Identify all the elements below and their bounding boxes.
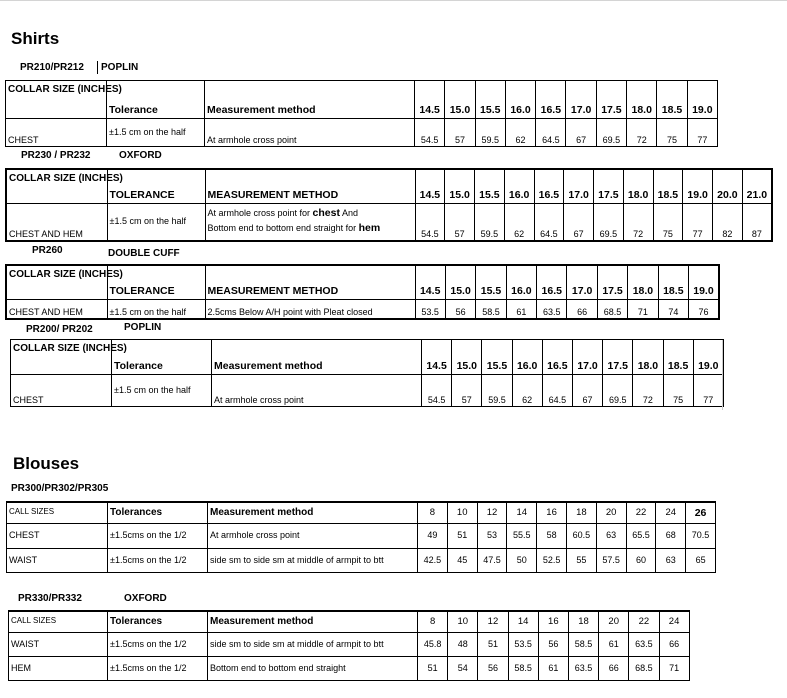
size-header: 18.5 (658, 265, 688, 299)
size-header: 20 (599, 611, 629, 632)
row-tolerance: ±1.5 cm on the half (107, 119, 205, 147)
size-header: 15.0 (445, 81, 475, 119)
row-label: HEM (9, 656, 108, 680)
size-header: 19.0 (687, 81, 717, 119)
size-header: 22 (629, 611, 659, 632)
size-header: 16.0 (512, 340, 542, 375)
row-value: 66 (659, 632, 689, 656)
size-header: 20.0 (713, 169, 743, 203)
row-value: 76 (689, 299, 719, 319)
row-value: 47.5 (477, 548, 507, 572)
row-value: 67 (566, 119, 596, 147)
row-value: 54.5 (415, 119, 445, 147)
size-header: 12 (477, 502, 507, 523)
size-header: 15.0 (452, 340, 482, 375)
row-value: 62 (512, 375, 542, 407)
size-header: 16.0 (506, 265, 536, 299)
size-table-pr260 (5, 264, 720, 320)
row-value: 75 (653, 203, 683, 241)
row-value: 52.5 (537, 548, 567, 572)
tolerance-header: TOLERANCE (107, 265, 205, 299)
row-value: 70.5 (686, 523, 716, 548)
size-header: 17.0 (564, 169, 594, 203)
size-header: 15.0 (445, 265, 475, 299)
collar-size-header: COLLAR SIZE (INCHES) (6, 265, 107, 299)
row-tolerance: ±1.5cms on the 1/2 (108, 523, 208, 548)
row-value: 64.5 (542, 375, 572, 407)
row-method: At armhole cross point (212, 375, 422, 407)
size-header: 19.0 (689, 265, 719, 299)
size-header: 16.0 (505, 81, 535, 119)
size-table-pr200 (10, 339, 724, 407)
row-value: 61 (599, 632, 629, 656)
collar-size-header: COLLAR SIZE (INCHES) (6, 169, 107, 203)
table-code: PR230 / PR232 (21, 150, 91, 161)
size-header: 14 (508, 611, 538, 632)
size-header: 8 (418, 502, 448, 523)
row-value: 82 (713, 203, 743, 241)
row-value: 67 (572, 375, 602, 407)
row-value: 63.5 (568, 656, 598, 680)
size-header: 17.5 (597, 265, 627, 299)
table-header-row (7, 502, 716, 523)
row-value: 74 (658, 299, 688, 319)
row-value: 54.5 (422, 375, 452, 407)
size-table-pr230 (5, 168, 773, 242)
method-header: Measurement method (208, 502, 418, 523)
row-tolerance: ±1.5cms on the 1/2 (108, 656, 208, 680)
row-value: 51 (478, 632, 508, 656)
row-value: 42.5 (418, 548, 448, 572)
size-header: 14.5 (415, 81, 445, 119)
row-value: 57 (452, 375, 482, 407)
row-value: 60 (626, 548, 656, 572)
method-header: Measurement method (212, 340, 422, 375)
size-header: 16.0 (504, 169, 534, 203)
size-header: 18 (566, 502, 596, 523)
row-method: At armhole cross point for chest And Bottom end to bottom end straight for hem (205, 203, 415, 241)
row-value: 57 (445, 203, 475, 241)
table-code: PR300/PR302/PR305 (11, 483, 109, 494)
row-value: 55.5 (507, 523, 537, 548)
blouses-heading: Blouses (13, 454, 80, 473)
tolerance-header: Tolerances (108, 502, 208, 523)
size-header: 17.5 (596, 81, 626, 119)
row-tolerance: ±1.5 cm on the half (107, 203, 205, 241)
size-header: 17.0 (572, 340, 602, 375)
row-value: 71 (659, 656, 689, 680)
fabric-label: POPLIN (101, 62, 139, 73)
row-value: 57.5 (596, 548, 626, 572)
size-header: 24 (659, 611, 689, 632)
size-header: 22 (626, 502, 656, 523)
call-sizes-header: CALL SIZES (9, 611, 108, 632)
row-value: 58.5 (476, 299, 506, 319)
size-header: 10 (447, 502, 477, 523)
size-header: 18.0 (623, 169, 653, 203)
row-value: 53 (477, 523, 507, 548)
row-value: 62 (504, 203, 534, 241)
shirts-heading: Shirts (11, 29, 60, 48)
top-rule (0, 0, 787, 1)
size-header: 14.5 (415, 265, 445, 299)
size-header: 14.5 (422, 340, 452, 375)
row-method: At armhole cross point (208, 523, 418, 548)
row-label: CHEST (6, 119, 107, 147)
row-value: 69.5 (596, 119, 626, 147)
row-value: 87 (742, 203, 772, 241)
row-value: 60.5 (566, 523, 596, 548)
size-table-pr300 (6, 501, 716, 573)
row-value: 68.5 (629, 656, 659, 680)
row-value: 58 (537, 523, 567, 548)
fabric-label: OXFORD (124, 593, 167, 604)
table-header-row (11, 340, 724, 375)
method-header: Measurement method (208, 611, 418, 632)
row-value: 54 (448, 656, 478, 680)
method-header: MEASUREMENT METHOD (205, 265, 415, 299)
fabric-label: DOUBLE CUFF (108, 248, 180, 259)
call-sizes-header: CALL SIZES (7, 502, 108, 523)
row-value: 50 (507, 548, 537, 572)
row-value: 69.5 (603, 375, 633, 407)
table-row (9, 656, 690, 680)
size-header: 20 (596, 502, 626, 523)
row-value: 69.5 (594, 203, 624, 241)
row-label: CHEST AND HEM (6, 203, 107, 241)
row-value: 63.5 (629, 632, 659, 656)
size-header: 19.0 (683, 169, 713, 203)
row-value: 63 (596, 523, 626, 548)
row-tolerance: ±1.5cms on the 1/2 (108, 632, 208, 656)
table-shadow-edge (722, 340, 723, 410)
size-header: 15.5 (482, 340, 512, 375)
size-header: 18.5 (657, 81, 687, 119)
row-label: WAIST (7, 548, 108, 572)
row-method: side sm to side sm at middle of armpit to btt (208, 548, 418, 572)
table-row (7, 548, 716, 572)
row-value: 65 (686, 548, 716, 572)
collar-size-header: COLLAR SIZE (INCHES) (11, 340, 112, 375)
row-value: 65.5 (626, 523, 656, 548)
size-header: 15.5 (476, 265, 506, 299)
size-header: 18.0 (627, 81, 657, 119)
row-value: 51 (418, 656, 448, 680)
table-row (6, 119, 718, 147)
row-value: 71 (628, 299, 658, 319)
fabric-label: OXFORD (119, 150, 162, 161)
row-value: 45 (447, 548, 477, 572)
row-value: 57 (445, 119, 475, 147)
tolerance-header: Tolerance (112, 340, 212, 375)
label-divider (97, 61, 98, 74)
row-value: 72 (627, 119, 657, 147)
table-code: PR200/ PR202 (26, 324, 93, 335)
row-label: CHEST (11, 375, 112, 407)
row-value: 56 (445, 299, 475, 319)
size-header: 16.5 (537, 265, 567, 299)
size-header: 16.5 (542, 340, 572, 375)
collar-size-header: COLLAR SIZE (INCHES) (6, 81, 107, 119)
row-label: CHEST AND HEM (6, 299, 107, 319)
row-value: 45.8 (418, 632, 448, 656)
size-header: 21.0 (742, 169, 772, 203)
table-row (9, 632, 690, 656)
row-label: WAIST (9, 632, 108, 656)
row-value: 75 (663, 375, 693, 407)
table-header-row (6, 265, 719, 299)
row-tolerance: ±1.5 cm on the half (107, 299, 205, 319)
row-value: 58.5 (508, 656, 538, 680)
size-header: 16 (537, 502, 567, 523)
row-value: 59.5 (475, 119, 505, 147)
size-header: 8 (418, 611, 448, 632)
row-value: 61 (538, 656, 568, 680)
row-value: 59.5 (482, 375, 512, 407)
table-row (6, 203, 772, 241)
row-value: 51 (447, 523, 477, 548)
row-value: 61 (506, 299, 536, 319)
size-header: 16.5 (536, 81, 566, 119)
table-row (7, 523, 716, 548)
tolerance-header: Tolerance (107, 81, 205, 119)
tolerance-header: TOLERANCE (107, 169, 205, 203)
row-value: 53.5 (508, 632, 538, 656)
row-value: 72 (623, 203, 653, 241)
table-header-row (9, 611, 690, 632)
size-header: 17.5 (594, 169, 624, 203)
row-value: 48 (448, 632, 478, 656)
row-value: 75 (657, 119, 687, 147)
fabric-label: POPLIN (124, 322, 162, 333)
size-header: 14 (507, 502, 537, 523)
size-header: 19.0 (693, 340, 723, 375)
table-row (11, 375, 724, 407)
size-header: 15.5 (475, 169, 505, 203)
table-code: PR330/PR332 (18, 593, 82, 604)
row-value: 66 (567, 299, 597, 319)
row-value: 49 (418, 523, 448, 548)
row-label: CHEST (7, 523, 108, 548)
row-value: 77 (693, 375, 723, 407)
method-header: MEASUREMENT METHOD (205, 169, 415, 203)
size-header: 18 (568, 611, 598, 632)
size-header: 17.0 (566, 81, 596, 119)
row-value: 58.5 (568, 632, 598, 656)
row-tolerance: ±1.5 cm on the half (112, 375, 212, 407)
row-value: 63 (656, 548, 686, 572)
table-code: PR260 (32, 245, 63, 256)
size-header: 15.0 (445, 169, 475, 203)
row-value: 59.5 (475, 203, 505, 241)
row-value: 63.5 (537, 299, 567, 319)
row-method: Bottom end to bottom end straight (208, 656, 418, 680)
size-header: 14.5 (415, 169, 445, 203)
row-value: 56 (478, 656, 508, 680)
row-value: 56 (538, 632, 568, 656)
row-value: 67 (564, 203, 594, 241)
size-header: 24 (656, 502, 686, 523)
size-header: 18.5 (663, 340, 693, 375)
row-value: 66 (599, 656, 629, 680)
row-method: 2.5cms Below A/H point with Pleat closed (205, 299, 415, 319)
row-tolerance: ±1.5cms on the 1/2 (108, 548, 208, 572)
row-method: At armhole cross point (205, 119, 415, 147)
row-value: 54.5 (415, 203, 445, 241)
table-row (6, 299, 719, 319)
row-value: 64.5 (534, 203, 564, 241)
size-header: 15.5 (475, 81, 505, 119)
size-header: 18.0 (628, 265, 658, 299)
size-header: 10 (448, 611, 478, 632)
row-method: side sm to side sm at middle of armpit to btt (208, 632, 418, 656)
size-table-pr330 (8, 610, 690, 681)
size-table-pr210 (5, 80, 718, 147)
table-header-row (6, 81, 718, 119)
size-header: 16.5 (534, 169, 564, 203)
tolerance-header: Tolerances (108, 611, 208, 632)
row-value: 62 (505, 119, 535, 147)
row-value: 72 (633, 375, 663, 407)
row-value: 53.5 (415, 299, 445, 319)
size-header: 12 (478, 611, 508, 632)
table-code: PR210/PR212 (20, 62, 84, 73)
row-value: 55 (566, 548, 596, 572)
row-value: 77 (687, 119, 717, 147)
size-header: 18.0 (633, 340, 663, 375)
size-header: 17.5 (603, 340, 633, 375)
row-value: 68.5 (597, 299, 627, 319)
table-header-row (6, 169, 772, 203)
size-header: 17.0 (567, 265, 597, 299)
row-value: 68 (656, 523, 686, 548)
row-value: 77 (683, 203, 713, 241)
size-header: 16 (538, 611, 568, 632)
row-value: 64.5 (536, 119, 566, 147)
size-header: 18.5 (653, 169, 683, 203)
size-header: 26 (686, 502, 716, 523)
method-header: Measurement method (205, 81, 415, 119)
